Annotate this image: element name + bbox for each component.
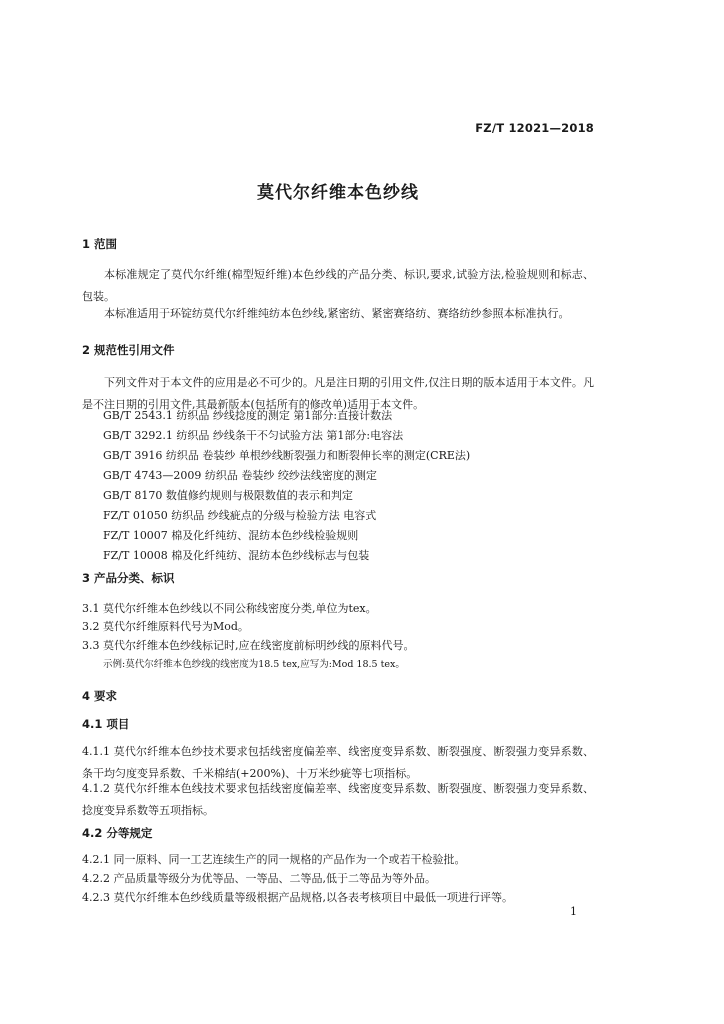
item-4-1-2: 4.1.2 莫代尔纤维本色线技术要求包括线密度偏差率、线密度变异系数、断裂强度、断裂强力变异系数、捻度变异系数等五项指标。 — [82, 782, 594, 817]
reference-item: GB/T 3916 纺织品 卷装纱 单根纱线断裂强力和断裂伸长率的测定(CRE法) — [103, 449, 471, 462]
section-2-intro: 下列文件对于本文件的应用是必不可少的。凡是注日期的引用文件,仅注日期的版本适用于本文件。凡是不注日期的引用文件,其最新版本(包括所有的修改单)适用于本文件。 — [82, 376, 594, 411]
reference-item: FZ/T 10007 棉及化纤纯纺、混纺本色纱线检验规则 — [103, 529, 359, 542]
section-1-paragraph-1: 本标准规定了莫代尔纤维(棉型短纤维)本色纱线的产品分类、标识,要求,试验方法,检验规则和标志、包装。 — [82, 268, 594, 303]
section-3-heading: 3 产品分类、标识 — [82, 571, 175, 585]
item-4-2-1: 4.2.1 同一原料、同一工艺连续生产的同一规格的产品作为一个或若干检验批。 — [82, 853, 466, 866]
item-3-3: 3.3 莫代尔纤维本色纱线标记时,应在线密度前标明纱线的原料代号。 — [82, 639, 415, 652]
item-3-2: 3.2 莫代尔纤维原料代号为Mod。 — [82, 620, 249, 633]
item-4-1-1: 4.1.1 莫代尔纤维本色纱技术要求包括线密度偏差率、线密度变异系数、断裂强度、断裂强力变异系数、条干均匀度变异系数、千米棉结(+200%)、十万米纱疵等七项指标。 — [82, 745, 594, 780]
section-4-heading: 4 要求 — [82, 689, 118, 703]
item-3-1: 3.1 莫代尔纤维本色纱线以不同公称线密度分类,单位为tex。 — [82, 602, 377, 615]
section-2-heading: 2 规范性引用文件 — [82, 343, 175, 357]
page-number: 1 — [570, 905, 577, 918]
reference-item: GB/T 3292.1 纺织品 纱线条干不匀试验方法 第1部分:电容法 — [103, 429, 404, 442]
reference-item: FZ/T 10008 棉及化纤纯纺、混纺本色纱线标志与包装 — [103, 549, 370, 562]
example-note: 示例:莫代尔纤维本色纱线的线密度为18.5 tex,应写为:Mod 18.5 tex。 — [103, 659, 405, 670]
reference-item: GB/T 4743—2009 纺织品 卷装纱 绞纱法线密度的测定 — [103, 469, 377, 482]
subsection-4-2-heading: 4.2 分等规定 — [82, 826, 153, 840]
reference-list — [103, 406, 470, 566]
reference-item: GB/T 8170 数值修约规则与极限数值的表示和判定 — [103, 489, 353, 502]
subsection-4-1-heading: 4.1 项目 — [82, 717, 130, 731]
item-4-2-3: 4.2.3 莫代尔纤维本色纱线质量等级根据产品规格,以各表考核项目中最低一项进行评等。 — [82, 891, 513, 904]
section-1-paragraph-2: 本标准适用于环锭纺莫代尔纤维纯纺本色纱线,紧密纺、紧密赛络纺、赛络纺纱参照本标准执行。 — [104, 307, 570, 320]
reference-item: FZ/T 01050 纺织品 纱线疵点的分级与检验方法 电容式 — [103, 509, 377, 522]
item-4-2-2: 4.2.2 产品质量等级分为优等品、一等品、二等品,低于二等品为等外品。 — [82, 872, 436, 885]
section-1-heading: 1 范围 — [82, 237, 118, 251]
standard-number: FZ/T 12021—2018 — [475, 121, 594, 135]
reference-item: GB/T 2543.1 纺织品 纱线捻度的测定 第1部分:直接计数法 — [103, 409, 393, 422]
document-title: 莫代尔纤维本色纱线 — [257, 183, 419, 203]
